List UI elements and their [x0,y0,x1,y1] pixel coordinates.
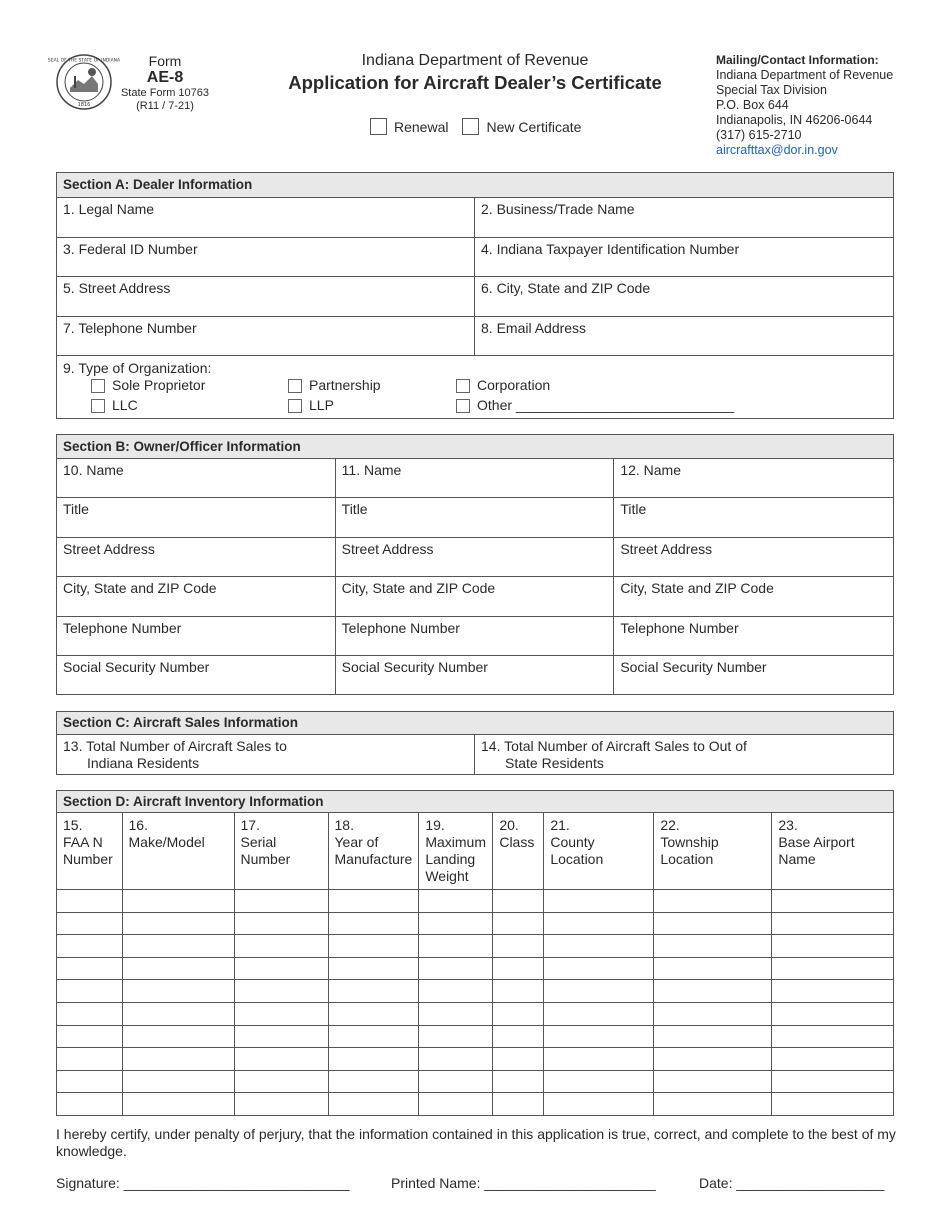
table-cell[interactable] [493,890,544,913]
column-header-line: Class [499,834,535,850]
organization-type-label: 9. Type of Organization: [63,360,212,376]
column-header [57,813,122,890]
table-row [57,912,893,935]
section-b-title: Section B: Owner/Officer Information [57,435,893,459]
table-cell[interactable] [544,935,654,958]
owner-3-street-address-field[interactable]: Street Address [620,541,713,557]
renewal-checkbox[interactable] [370,118,387,135]
table-cell[interactable] [57,1025,122,1048]
checkbox[interactable] [456,379,470,393]
contact-heading: Mailing/Contact Information: [716,53,879,67]
table-cell[interactable] [654,1070,772,1093]
checkbox[interactable] [288,379,302,393]
table-cell[interactable] [419,1002,493,1025]
table-cell[interactable] [654,980,772,1003]
table-cell[interactable] [234,935,328,958]
org-option-llc[interactable] [91,397,138,414]
table-cell[interactable] [328,1048,419,1071]
org-option-label: Sole Proprietor [112,377,206,393]
table-cell[interactable] [544,1093,654,1116]
table-cell[interactable] [419,912,493,935]
checkbox[interactable] [288,399,302,413]
contact-line: (317) 615-2710 [716,128,802,142]
table-cell[interactable] [772,912,893,935]
table-cell[interactable] [234,1048,328,1071]
indiana-state-seal [47,54,121,110]
organization-type [57,356,893,418]
org-option-label: LLC [112,397,138,413]
table-cell[interactable] [544,890,654,913]
org-option-partnership[interactable] [288,377,381,394]
table-cell[interactable] [234,890,328,913]
column-header-line: 23. [778,817,798,833]
table-row [57,980,893,1003]
field-13-label: 13. Total Number of Aircraft Sales to [63,738,287,754]
table-row [57,1025,893,1048]
table-cell[interactable] [772,957,893,980]
column-header-line: FAA N [63,834,103,850]
owner-2-telephone-field[interactable]: Telephone Number [336,617,615,655]
title-block [270,52,680,94]
table-cell[interactable] [654,1025,772,1048]
owner-2-street-address-field[interactable]: Street Address [336,538,615,576]
table-cell[interactable] [493,912,544,935]
column-header-line: Base Airport [778,834,855,850]
indiana-resident-sales-field[interactable] [57,735,475,774]
owner-3-city-state-zip-field[interactable]: City, State and ZIP Code [620,580,774,596]
owner-1-name-field[interactable]: 10. Name [57,459,336,497]
column-header [122,813,234,890]
table-cell[interactable] [772,1070,893,1093]
table-cell[interactable] [328,957,419,980]
city-state-zip-field[interactable]: 6. City, State and ZIP Code [481,280,651,296]
table-cell[interactable] [493,1048,544,1071]
column-header-line: Location [550,851,604,867]
column-header-line: 20. [499,817,519,833]
table-cell[interactable] [544,957,654,980]
table-cell[interactable] [544,1048,654,1071]
contact-line: Indianapolis, IN 46206-0644 [716,113,873,127]
inventory-table [57,813,893,1115]
street-address-field[interactable]: 5. Street Address [57,277,475,316]
table-cell[interactable] [654,1093,772,1116]
org-option-sole-proprietor[interactable] [91,377,205,394]
column-header [234,813,328,890]
column-header-line: 19. [425,817,445,833]
org-option-label: Partnership [309,377,381,393]
table-cell[interactable] [419,935,493,958]
column-header-line: Landing [425,851,476,867]
table-row [57,1002,893,1025]
application-type-options [370,118,595,135]
section-b-owner-officer-information [56,434,894,695]
table-cell[interactable] [544,912,654,935]
table-cell[interactable] [772,1048,893,1071]
owner-1-telephone-field[interactable]: Telephone Number [57,617,336,655]
section-c-aircraft-sales-information [56,711,894,775]
owner-1-street-address-field[interactable]: Street Address [57,538,336,576]
section-a-dealer-information [56,172,894,419]
table-row [57,1048,893,1071]
owner-3-title-field[interactable]: Title [620,501,647,517]
table-cell[interactable] [57,1070,122,1093]
column-header-line: 17. [240,817,260,833]
svg-text:1816: 1816 [77,102,91,108]
date-line[interactable]: Date: ___________________ [699,1175,885,1191]
column-header-line: Name [778,851,816,867]
table-cell[interactable] [419,1070,493,1093]
owner-3-name-field[interactable]: 12. Name [620,462,682,478]
column-header-line: County [550,834,595,850]
column-header-line: Serial [240,834,277,850]
table-cell[interactable] [772,980,893,1003]
printed-name-line[interactable]: Printed Name: ______________________ [391,1175,656,1191]
table-cell[interactable] [234,1002,328,1025]
table-cell[interactable] [493,1002,544,1025]
table-cell[interactable] [544,980,654,1003]
section-d-aircraft-inventory-information [56,790,894,1116]
signature-line[interactable]: Signature: _____________________________ [56,1175,350,1191]
checkbox[interactable] [91,399,105,413]
contact-line: Indiana Department of Revenue [716,68,894,82]
table-row [57,1093,893,1116]
contact-email-link[interactable]: aircrafttax@dor.in.gov [716,143,838,157]
owner-1-city-state-zip-field[interactable]: City, State and ZIP Code [57,577,336,616]
table-row [57,935,893,958]
table-cell[interactable] [57,1002,122,1025]
legal-name-field[interactable]: 1. Legal Name [57,198,475,237]
table-cell[interactable] [544,1070,654,1093]
table-cell[interactable] [122,1002,234,1025]
contact-line: P.O. Box 644 [716,98,789,112]
org-option-llp[interactable] [288,397,334,414]
table-cell[interactable] [57,890,122,913]
table-cell[interactable] [122,1070,234,1093]
table-cell[interactable] [493,1093,544,1116]
table-cell[interactable] [654,957,772,980]
certification-statement: I hereby certify, under penalty of perjury, that the information contained in this application is true, correct, and complete to the best of my knowledge. [56,1126,896,1159]
checkbox[interactable] [91,379,105,393]
column-header-line: Weight [425,868,469,884]
department-name: Indiana Department of Revenue [361,52,589,69]
table-cell[interactable] [493,1025,544,1048]
table-cell[interactable] [419,980,493,1003]
business-trade-name-field[interactable]: 2. Business/Trade Name [481,201,635,217]
section-c-title: Section C: Aircraft Sales Information [57,712,893,735]
table-cell[interactable] [772,1093,893,1116]
table-row [57,1070,893,1093]
column-header [544,813,654,890]
owner-1-title-field[interactable]: Title [57,498,336,537]
table-cell[interactable] [654,912,772,935]
owner-2-title-field[interactable]: Title [336,498,615,537]
email-field[interactable]: 8. Email Address [481,320,587,336]
table-cell[interactable] [493,957,544,980]
renewal-label: Renewal [394,118,449,135]
inventory-body [57,890,893,1116]
org-option-label: LLP [309,397,334,413]
table-cell[interactable] [122,957,234,980]
table-cell[interactable] [328,912,419,935]
form-number: AE-8 [146,68,184,86]
table-cell[interactable] [234,980,328,1003]
owner-2-city-state-zip-field[interactable]: City, State and ZIP Code [336,577,615,616]
table-cell[interactable] [57,1093,122,1116]
telephone-field[interactable]: 7. Telephone Number [57,317,475,355]
table-cell[interactable] [772,1025,893,1048]
owner-2-name-field[interactable]: 11. Name [336,459,615,497]
table-cell[interactable] [493,1070,544,1093]
indiana-taxpayer-id-field[interactable]: 4. Indiana Taxpayer Identification Number [481,241,740,257]
table-cell[interactable] [419,1093,493,1116]
table-cell[interactable] [493,935,544,958]
column-header [493,813,544,890]
state-form-number: State Form 10763 [120,86,210,99]
table-cell[interactable] [328,980,419,1003]
org-option-other[interactable] [456,397,734,414]
table-cell[interactable] [419,890,493,913]
table-cell[interactable] [493,980,544,1003]
table-cell[interactable] [419,957,493,980]
table-cell[interactable] [328,1093,419,1116]
column-header-line: Number [240,851,291,867]
new-certificate-label: New Certificate [486,118,582,135]
table-cell[interactable] [419,1025,493,1048]
federal-id-field[interactable]: 3. Federal ID Number [57,238,475,276]
owner-1-ssn-field[interactable]: Social Security Number [57,656,336,694]
owner-2-ssn-field[interactable]: Social Security Number [336,656,615,694]
checkbox[interactable] [456,399,470,413]
table-cell[interactable] [57,935,122,958]
table-cell[interactable] [772,935,893,958]
table-cell[interactable] [654,890,772,913]
table-cell[interactable] [122,890,234,913]
table-cell[interactable] [328,935,419,958]
inventory-header-row [57,813,893,890]
contact-information [716,53,893,158]
table-row [57,890,893,913]
table-cell[interactable] [544,1025,654,1048]
column-header [772,813,893,890]
org-option-label: Corporation [477,377,551,393]
table-cell[interactable] [234,1070,328,1093]
column-header-line: 21. [550,817,570,833]
table-cell[interactable] [57,957,122,980]
table-cell[interactable] [122,1048,234,1071]
field-13-label-cont: Indiana Residents [87,755,200,771]
table-cell[interactable] [234,1025,328,1048]
column-header [328,813,419,890]
svg-text:SEAL OF THE STATE OF INDIANA: SEAL OF THE STATE OF INDIANA [47,58,121,64]
column-header-line: Township [660,834,719,850]
table-cell[interactable] [544,1002,654,1025]
table-cell[interactable] [122,935,234,958]
section-d-title: Section D: Aircraft Inventory Information [57,791,893,813]
new-certificate-checkbox[interactable] [462,118,479,135]
contact-line: Special Tax Division [716,83,827,97]
table-cell[interactable] [654,935,772,958]
column-header-line: Maximum [425,834,486,850]
page-title: Application for Aircraft Dealer’s Certificate [288,72,662,93]
column-header-line: Location [660,851,714,867]
table-cell[interactable] [122,1025,234,1048]
table-cell[interactable] [328,1002,419,1025]
column-header [654,813,772,890]
field-14-label-cont: State Residents [505,755,604,771]
table-cell[interactable] [57,1048,122,1071]
table-cell[interactable] [234,957,328,980]
table-cell[interactable] [57,980,122,1003]
table-cell[interactable] [234,1093,328,1116]
column-header-line: Year of [334,834,379,850]
section-a-title: Section A: Dealer Information [57,173,893,198]
table-cell[interactable] [122,980,234,1003]
owner-3-ssn-field[interactable]: Social Security Number [620,659,767,675]
table-row [57,957,893,980]
column-header-line: 22. [660,817,680,833]
column-header [419,813,493,890]
out-of-state-sales-field[interactable] [475,735,893,774]
field-14-label: 14. Total Number of Aircraft Sales to Out of [481,738,747,754]
table-cell[interactable] [654,1002,772,1025]
table-cell[interactable] [419,1048,493,1071]
table-cell[interactable] [772,1002,893,1025]
owner-3-telephone-field[interactable]: Telephone Number [620,620,739,636]
table-cell[interactable] [654,1048,772,1071]
form-revision: (R11 / 7-21) [136,100,194,113]
column-header-line: Number [63,851,113,867]
table-cell[interactable] [122,1093,234,1116]
table-cell[interactable] [122,912,234,935]
form-label: Form [148,53,182,69]
table-cell[interactable] [328,890,419,913]
column-header-line: Manufacture [334,851,413,867]
org-option-corporation[interactable] [456,377,550,394]
column-header-line: 16. [128,817,148,833]
org-option-label: Other ____________________________ [477,397,734,413]
form-identifier [112,53,218,114]
table-cell[interactable] [772,890,893,913]
table-cell[interactable] [328,1025,419,1048]
table-cell[interactable] [234,912,328,935]
column-header-line: Make/Model [128,834,205,850]
column-header-line: 18. [334,817,354,833]
table-cell[interactable] [57,912,122,935]
table-cell[interactable] [328,1070,419,1093]
column-header-line: 15. [63,817,83,833]
